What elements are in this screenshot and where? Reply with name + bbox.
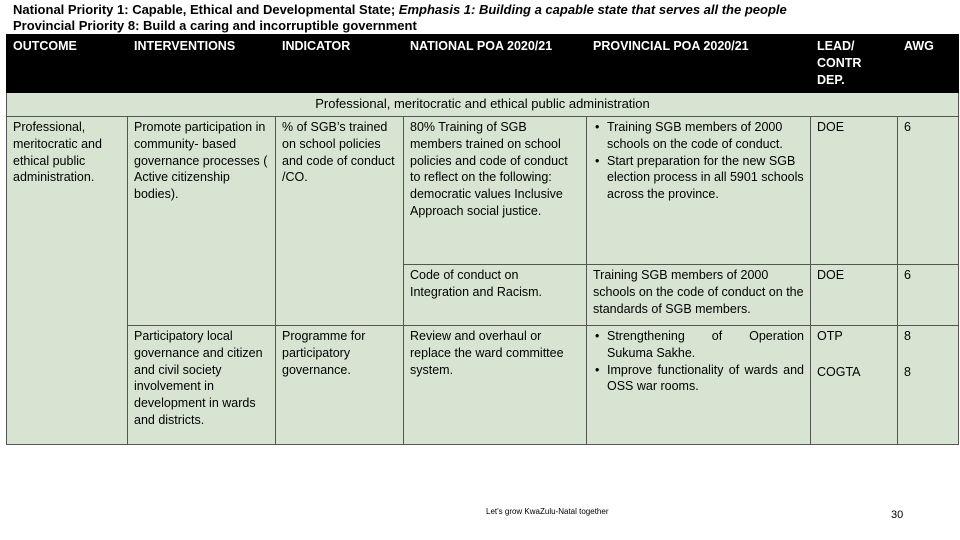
national-poa-cell: 80% Training of SGB members trained on school policies and code of conduct to reflect on the following: democratic values Inclusive Approach social justice.: [404, 117, 587, 265]
indicator-cell: Programme for participatory governance.: [276, 326, 404, 445]
header-provincial-poa: PROVINCIAL POA 2020/21: [587, 35, 811, 93]
header-indicator: INDICATOR: [276, 35, 404, 93]
outcome-cell: Professional, meritocratic and ethical public administration.: [7, 117, 128, 445]
lead-dep-cell: DOE: [811, 265, 898, 326]
list-item: • Improve functionality of wards and OSS war rooms.: [593, 362, 804, 396]
table-header-row: [7, 35, 959, 93]
list-item: • Strengthening of Operation Sukuma Sakhe.: [593, 328, 804, 362]
lead-dep-cogta: COGTA: [817, 365, 861, 379]
awg-cell: 6: [898, 117, 959, 265]
provincial-poa-cell: [587, 117, 811, 265]
header-interventions: INTERVENTIONS: [128, 35, 276, 93]
national-poa-cell: Review and overhaul or replace the ward committee system.: [404, 326, 587, 445]
header-outcome: OUTCOME: [7, 35, 128, 93]
indicator-cell: % of SGB’s trained on school policies and code of conduct /CO.: [276, 117, 404, 326]
poa-table: [6, 34, 959, 445]
intervention-cell: Participatory local governance and citizen and civil society involvement in development in wards and districts.: [128, 326, 276, 445]
page-title-line-1: [13, 2, 787, 18]
lead-dep-cell: DOE: [811, 117, 898, 265]
list-item: • Start preparation for the new SGB election process in all 5901 schools across the province.: [593, 153, 804, 203]
section-row: [7, 93, 959, 117]
list-item: • Training SGB members of 2000 schools on the code of conduct.: [593, 119, 804, 153]
intervention-cell: Promote participation in community- based governance processes ( Active citizenship bodies).: [128, 117, 276, 326]
provincial-poa-cell: [587, 326, 811, 445]
awg-value: 8: [904, 365, 911, 379]
page-title-line-2: Provincial Priority 8: Build a caring and incorruptible government: [13, 18, 417, 33]
header-lead-dep: LEAD/ CONTR DEP.: [811, 35, 898, 93]
table-row: [7, 326, 959, 445]
table-row: [7, 117, 959, 265]
lead-dep-otp: OTP: [817, 329, 843, 343]
provincial-poa-cell: Training SGB members of 2000 schools on the code of conduct on the standards of SGB members.: [587, 265, 811, 326]
national-poa-cell: Code of conduct on Integration and Racism.: [404, 265, 587, 326]
footer-tagline: Let's grow KwaZulu-Natal together: [486, 507, 609, 516]
header-awg: AWG: [898, 35, 959, 93]
national-priority-text: National Priority 1: Capable, Ethical and Developmental State;: [13, 2, 396, 17]
lead-dep-cell: [811, 326, 898, 445]
header-national-poa: NATIONAL POA 2020/21: [404, 35, 587, 93]
page-number: 30: [891, 509, 904, 521]
awg-value: 8: [904, 329, 911, 343]
emphasis-text: Emphasis 1: Building a capable state that serves all the people: [398, 2, 787, 17]
awg-cell: [898, 326, 959, 445]
awg-cell: 6: [898, 265, 959, 326]
section-title: Professional, meritocratic and ethical public administration: [7, 93, 959, 117]
